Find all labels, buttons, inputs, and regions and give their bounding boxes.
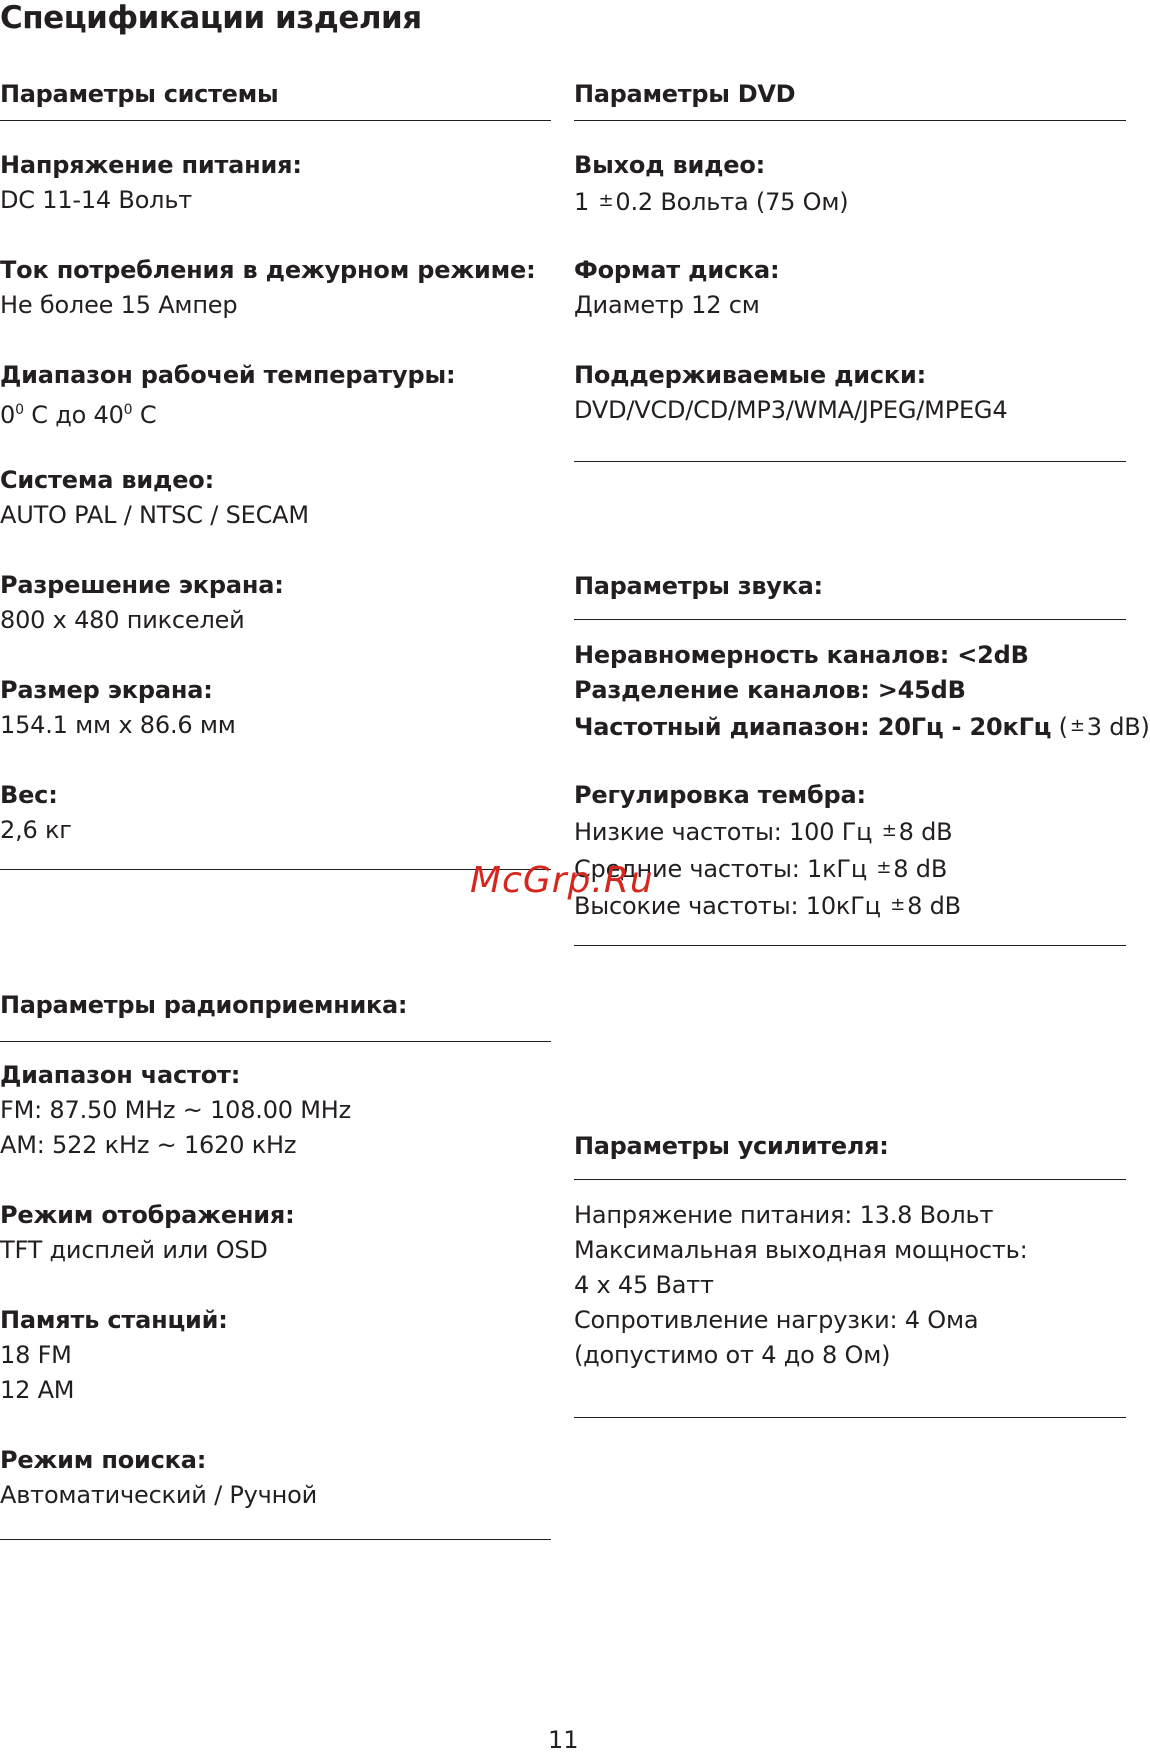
sound-divider	[574, 619, 1126, 620]
display-mode-value: TFT дисплей или OSD	[0, 1236, 268, 1264]
video-block	[0, 463, 309, 533]
resolution-label: Разрешение экрана:	[0, 571, 284, 599]
display-mode-label: Режим отображения:	[0, 1201, 295, 1229]
tone-control-block	[574, 778, 961, 924]
resolution-value: 800 х 480 пикселей	[0, 606, 245, 634]
plus-minus-sign: ±	[598, 190, 614, 211]
freq-range-label: Диапазон частот:	[0, 1061, 241, 1089]
radio-bottom-divider	[0, 1539, 551, 1540]
system-bottom-divider	[0, 869, 551, 870]
disc-format-value: Диаметр 12 см	[574, 291, 760, 319]
dvd-divider	[574, 120, 1126, 121]
disc-format-label: Формат диска:	[574, 256, 780, 284]
screen-size-block	[0, 673, 236, 743]
frequency-range-part: (	[1051, 713, 1068, 741]
amp-load-range: (допустимо от 4 до 8 Ом)	[574, 1341, 891, 1369]
amp-divider	[574, 1179, 1126, 1180]
weight-block	[0, 778, 72, 848]
temp-label: Диапазон рабочей температуры:	[0, 361, 456, 389]
search-mode-block	[0, 1443, 317, 1513]
plus-minus-sign: ±	[1069, 715, 1085, 736]
fm-range-value: FM: 87.50 MHz ~ 108.00 MHz	[0, 1096, 352, 1124]
current-label: Ток потребления в дежурном режиме:	[0, 256, 536, 284]
weight-value: 2,6 кг	[0, 816, 72, 844]
temp-value	[0, 393, 455, 433]
amp-load-impedance: Сопротивление нагрузки: 4 Ома	[574, 1306, 979, 1334]
current-value: Не более 15 Ампер	[0, 291, 238, 319]
sound-spec-block	[574, 638, 1150, 745]
screen-size-value: 154.1 мм х 86.6 мм	[0, 711, 236, 739]
memory-fm-value: 18 FM	[0, 1341, 72, 1369]
memory-am-value: 12 AM	[0, 1376, 75, 1404]
temp-part: C до 40	[23, 401, 124, 429]
tone-control-label: Регулировка тембра:	[574, 781, 866, 809]
radio-divider	[0, 1041, 551, 1042]
dvd-bottom-divider	[574, 461, 1126, 462]
page-title: Спецификации изделия	[0, 0, 422, 36]
station-memory-label: Память станций:	[0, 1306, 228, 1334]
disc-format-block	[574, 253, 779, 323]
tone-low-text: Низкие частоты: 100 Гц	[574, 818, 880, 846]
dvd-heading: Параметры DVD	[574, 80, 796, 108]
frequency-range-text: Частотный диапазон: 20Гц - 20кГц	[574, 713, 1052, 741]
channel-separation: Разделение каналов: >45dB	[574, 676, 966, 704]
system-spec-list	[0, 148, 302, 218]
video-out-part: 1	[574, 188, 597, 216]
tone-low	[574, 813, 961, 850]
search-mode-value: Автоматический / Ручной	[0, 1481, 318, 1509]
video-out-label: Выход видео:	[574, 151, 766, 179]
temp-block	[0, 358, 455, 433]
sound-bottom-divider	[574, 945, 1126, 946]
voltage-label: Напряжение питания:	[0, 151, 302, 179]
video-out-part: 0.2 Вольта (75 Ом)	[615, 188, 849, 216]
amp-voltage: Напряжение питания: 13.8 Вольт	[574, 1201, 994, 1229]
plus-minus-sign: ±	[876, 857, 892, 878]
video-out-value	[574, 183, 848, 220]
amp-max-power-value: 4 х 45 Ватт	[574, 1271, 714, 1299]
temp-degree: 0	[123, 402, 133, 418]
freq-range-block	[0, 1058, 351, 1163]
video-system-value: AUTO PAL / NTSC / SECAM	[0, 501, 309, 529]
tone-high-text: Высокие частоты: 10кГц	[574, 892, 889, 920]
station-memory-block	[0, 1303, 228, 1408]
search-mode-label: Режим поиска:	[0, 1446, 207, 1474]
am-range-value: AM: 522 кHz ~ 1620 кHz	[0, 1131, 297, 1159]
radio-heading: Параметры радиоприемника:	[0, 991, 408, 1019]
screen-size-label: Размер экрана:	[0, 676, 213, 704]
frequency-range-part: 3 dB)	[1086, 713, 1150, 741]
tone-low-value: 8 dB	[898, 818, 953, 846]
weight-label: Вес:	[0, 781, 58, 809]
page-number: 11	[548, 1726, 579, 1754]
temp-part: 0	[0, 401, 16, 429]
amp-heading: Параметры усилителя:	[574, 1132, 889, 1160]
watermark: McGrp.Ru	[470, 860, 654, 901]
current-block	[0, 253, 536, 323]
supported-discs-value: DVD/VCD/CD/MP3/WMA/JPEG/MPEG4	[574, 396, 1008, 424]
display-mode-block	[0, 1198, 295, 1268]
video-system-label: Система видео:	[0, 466, 214, 494]
system-heading: Параметры системы	[0, 80, 279, 108]
tone-mid-text: Средние частоты: 1кГц	[574, 855, 875, 883]
voltage-value: DC 11-14 Вольт	[0, 186, 193, 214]
supported-discs-block	[574, 358, 1007, 428]
amp-bottom-divider	[574, 1417, 1126, 1418]
video-out-block	[574, 148, 848, 220]
plus-minus-sign: ±	[890, 894, 906, 915]
channel-unevenness: Неравномерность каналов: <2dB	[574, 641, 1029, 669]
frequency-range	[574, 708, 1150, 745]
supported-discs-label: Поддерживаемые диски:	[574, 361, 927, 389]
sound-heading: Параметры звука:	[574, 572, 823, 600]
amp-spec-block	[574, 1198, 1027, 1373]
tone-high-value: 8 dB	[907, 892, 961, 920]
resolution-block	[0, 568, 284, 638]
tone-mid-value: 8 dB	[893, 855, 948, 883]
temp-part: C	[132, 401, 157, 429]
system-divider	[0, 120, 551, 121]
plus-minus-sign: ±	[881, 820, 897, 841]
amp-max-power-label: Максимальная выходная мощность:	[574, 1236, 1028, 1264]
temp-degree: 0	[15, 402, 24, 418]
